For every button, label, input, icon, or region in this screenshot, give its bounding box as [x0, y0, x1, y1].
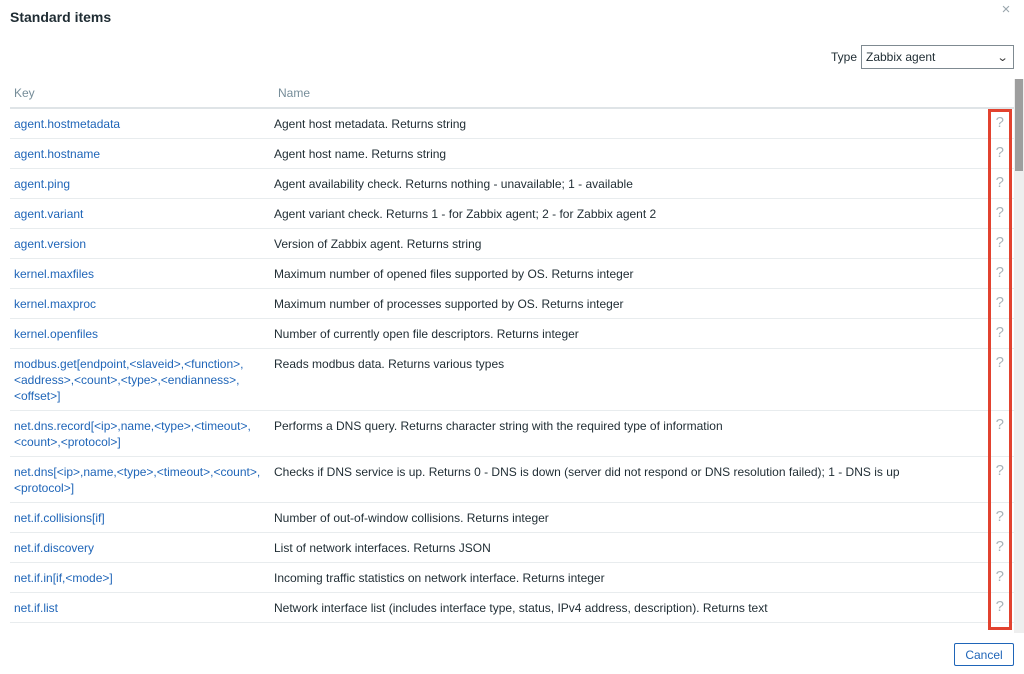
item-key-link[interactable]: agent.variant [14, 207, 84, 221]
item-name: Network interface list (includes interface type, status, IPv4 address, description). Returns text [274, 601, 768, 615]
type-label: Type [830, 50, 857, 64]
item-key-link[interactable]: net.if.discovery [14, 541, 95, 555]
table-row [10, 411, 1014, 457]
item-key-link[interactable]: net.if.list [14, 601, 59, 615]
help-icon[interactable]: ? [995, 234, 1004, 251]
item-key-link[interactable]: net.if.collisions[if] [14, 511, 105, 525]
item-key-link[interactable]: net.if.in[if,<mode>] [14, 571, 113, 585]
table-row [10, 533, 1014, 563]
table-row [10, 259, 1014, 289]
help-icon[interactable]: ? [995, 462, 1004, 479]
table-header [10, 79, 1014, 109]
item-key-link[interactable]: kernel.openfiles [14, 327, 99, 341]
table-row [10, 319, 1014, 349]
help-icon[interactable]: ? [995, 144, 1004, 161]
item-name: Agent host metadata. Returns string [274, 117, 467, 131]
item-key-link[interactable]: net.dns.record[<ip>,name,<type>,<timeout>,<count>,<protocol>] [14, 419, 251, 449]
item-name: Agent variant check. Returns 1 - for Zabbix agent; 2 - for Zabbix agent 2 [274, 207, 657, 221]
table-row [10, 109, 1014, 139]
item-name: Checks if DNS service is up. Returns 0 - DNS is down (server did not respond or DNS resolution failed); 1 - DNS is up [274, 465, 900, 479]
item-key-link[interactable]: agent.hostmetadata [14, 117, 121, 131]
item-key-link[interactable]: kernel.maxproc [14, 297, 97, 311]
item-name: Reads modbus data. Returns various types [274, 357, 505, 371]
help-icon[interactable]: ? [995, 294, 1004, 311]
item-key-link[interactable]: modbus.get[endpoint,<slaveid>,<function>,<address>,<count>,<type>,<endianness>,<offset>] [14, 357, 244, 403]
item-name: Incoming traffic statistics on network interface. Returns integer [274, 571, 605, 585]
table-row [10, 503, 1014, 533]
close-icon[interactable]: × [1001, 1, 1011, 18]
items-table [10, 79, 1014, 633]
help-icon[interactable]: ? [995, 204, 1004, 221]
item-name: Version of Zabbix agent. Returns string [274, 237, 482, 251]
table-row [10, 289, 1014, 319]
table-row [10, 457, 1014, 503]
item-key-link[interactable]: agent.ping [14, 177, 71, 191]
item-key-link[interactable]: net.dns[<ip>,name,<type>,<timeout>,<count>,<protocol>] [14, 465, 261, 495]
table-row [10, 593, 1014, 623]
table-row [10, 229, 1014, 259]
help-icon[interactable]: ? [995, 598, 1004, 615]
item-name: Number of out-of-window collisions. Returns integer [274, 511, 549, 525]
help-icon[interactable]: ? [995, 114, 1004, 131]
help-icon[interactable]: ? [995, 174, 1004, 191]
column-header-name: Name [278, 86, 311, 100]
table-row [10, 139, 1014, 169]
item-name: Agent host name. Returns string [274, 147, 447, 161]
help-icon[interactable]: ? [995, 508, 1004, 525]
help-icon[interactable]: ? [995, 354, 1004, 371]
item-name: List of network interfaces. Returns JSON [274, 541, 491, 555]
table-row [10, 349, 1014, 411]
help-icon[interactable]: ? [995, 324, 1004, 341]
item-key-link[interactable]: kernel.maxfiles [14, 267, 95, 281]
table-row [10, 563, 1014, 593]
item-name: Performs a DNS query. Returns character string with the required type of information [274, 419, 723, 433]
item-key-link[interactable]: agent.hostname [14, 147, 101, 161]
table-row [10, 169, 1014, 199]
type-select[interactable] [861, 45, 1014, 69]
cancel-button[interactable]: Cancel [954, 643, 1014, 666]
table-body [10, 109, 1014, 623]
item-name: Number of currently open file descriptors. Returns integer [274, 327, 579, 341]
type-selected-value: Zabbix agent [866, 50, 936, 64]
help-icon[interactable]: ? [995, 568, 1004, 585]
item-name: Agent availability check. Returns nothing - unavailable; 1 - available [274, 177, 633, 191]
help-icon[interactable]: ? [995, 416, 1004, 433]
help-icon[interactable]: ? [995, 264, 1004, 281]
item-key-link[interactable]: agent.version [14, 237, 87, 251]
scrollbar-thumb[interactable] [1015, 79, 1023, 171]
item-name: Maximum number of opened files supported by OS. Returns integer [274, 267, 634, 281]
item-name: Maximum number of processes supported by OS. Returns integer [274, 297, 624, 311]
help-icon[interactable]: ? [995, 538, 1004, 555]
type-filter [831, 45, 1014, 69]
column-header-key: Key [14, 86, 35, 100]
dialog-title: Standard items [10, 9, 112, 25]
chevron-down-icon: ⌄ [996, 51, 1009, 64]
table-row [10, 199, 1014, 229]
